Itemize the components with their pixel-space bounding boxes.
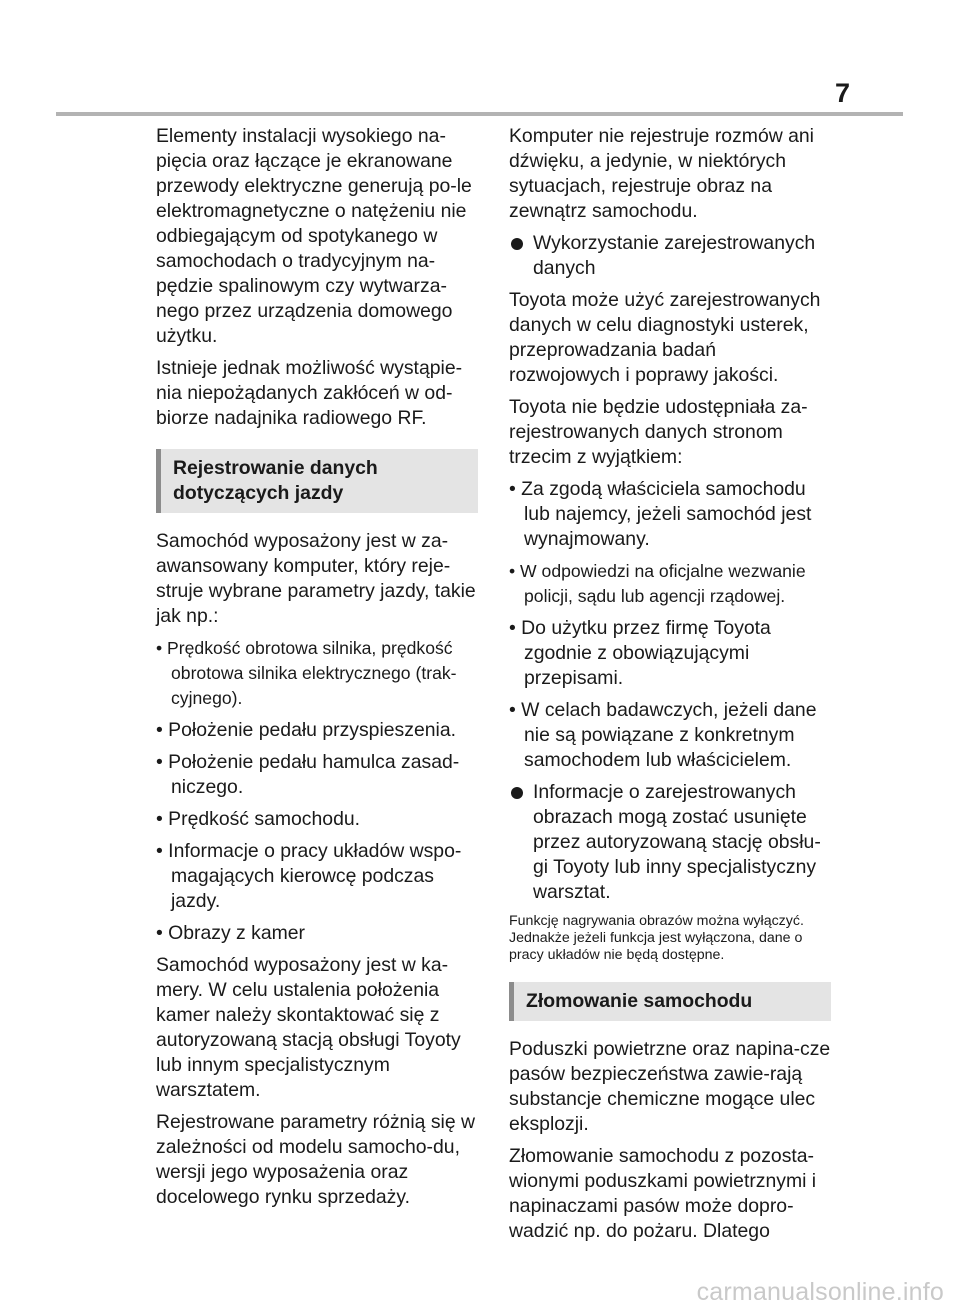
paragraph: Poduszki powietrzne oraz napina-cze pasów bezpieczeństwa zawie-rają substancje chemiczne mogące ulec eksplozji. [509, 1038, 831, 1135]
list-item: • W celach badawczych, jeżeli dane nie są powiązane z konkretnym samochodem lub właścicielem. [509, 699, 817, 771]
dot-list-item [509, 780, 831, 905]
paragraph: Samochód wyposażony jest w za-awansowany komputer, który reje-struje wybrane parametry jazdy, takie jak np.: [156, 530, 476, 627]
list-item: • Za zgodą właściciela samochodu lub najemcy, jeżeli samochód jest wynajmowany. [509, 478, 812, 550]
paragraph: Złomowanie samochodu z pozosta-wionymi poduszkami powietrznymi i napinaczami pasów może dopro-wadzić np. do pożaru. Dlatego [509, 1145, 817, 1242]
paragraph: Elementy instalacji wysokiego na-pięcia oraz łączące je ekranowane przewody elektryczne generują po-le elektromagnetyczne o natężeniu nie odbiegającym od spotykanego w samochodach o tradycyjnym na-pędzie spalinowym czy wytwarza-nego przez urządzenia domowego użytku. [156, 125, 472, 347]
right-column [509, 124, 831, 1251]
paragraph: Rejestrowane parametry różnią się w zależności od modelu samocho-du, wersji jego wyposażenia oraz docelowego rynku sprzedaży. [156, 1111, 475, 1208]
section-heading-scrapping: Złomowanie samochodu [509, 982, 831, 1021]
paragraph: Komputer nie rejestruje rozmów ani dźwięku, a jedynie, w niektórych sytuacjach, rejestruje obraz na zewnątrz samochodu. [509, 125, 814, 222]
header-rule [56, 112, 903, 116]
paragraph: Toyota może użyć zarejestrowanych danych w celu diagnostyki usterek, przeprowadzania badań rozwojowych i poprawy jakości. [509, 289, 821, 386]
dot-list-item [509, 231, 831, 281]
bullet-dot-icon [511, 238, 523, 250]
paragraph: Istnieje jednak możliwość wystąpie-nia niepożądanych zakłóceń w od-biorze nadajnika radiowego RF. [156, 357, 463, 429]
list-item: • Położenie pedału przyspieszenia. [156, 719, 456, 741]
page-number: 7 [834, 78, 850, 108]
section-heading-data-recording: Rejestrowanie danych dotyczących jazdy [156, 449, 478, 513]
list-item: • Obrazy z kamer [156, 922, 306, 944]
list-item: • W odpowiedzi na oficjalne wezwanie policji, sądu lub agencji rządowej. [509, 561, 806, 606]
list-item: • Położenie pedału hamulca zasad-niczego. [156, 751, 460, 798]
paragraph: Toyota nie będzie udostępniała za-rejestrowanych danych stronom trzecim z wyjątkiem: [509, 396, 808, 468]
left-column [156, 124, 478, 1217]
bullet-dot-icon [511, 787, 523, 799]
dot-item-text: Wykorzystanie zarejestrowanych danych [533, 232, 816, 279]
paragraph: Samochód wyposażony jest w ka-mery. W celu ustalenia położenia kamer należy skontaktować się z autoryzowaną stacją obsługi Toyoty lub innym specjalistycznym warsztatem. [156, 954, 461, 1101]
dot-item-text: Informacje o zarejestrowanych obrazach mogą zostać usunięte przez autoryzowaną stację obsłu-gi Toyoty lub inny specjalistyczny warsztat. [533, 781, 821, 903]
watermark: carmanualsonline.info [696, 1278, 944, 1306]
list-item: • Prędkość samochodu. [156, 808, 361, 830]
list-item: • Informacje o pracy układów wspo-magających kierowcę podczas jazdy. [156, 840, 462, 912]
note-text: Funkcję nagrywania obrazów można wyłączyć. Jednakże jeżeli funkcja jest wyłączona, dane o pracy układów nie będą dostępne. [509, 913, 804, 963]
list-item: • Do użytku przez firmę Toyota zgodnie z obowiązującymi przepisami. [509, 617, 771, 689]
list-item: • Prędkość obrotowa silnika, prędkość obrotowa silnika elektrycznego (trak-cyjnego). [156, 638, 457, 708]
